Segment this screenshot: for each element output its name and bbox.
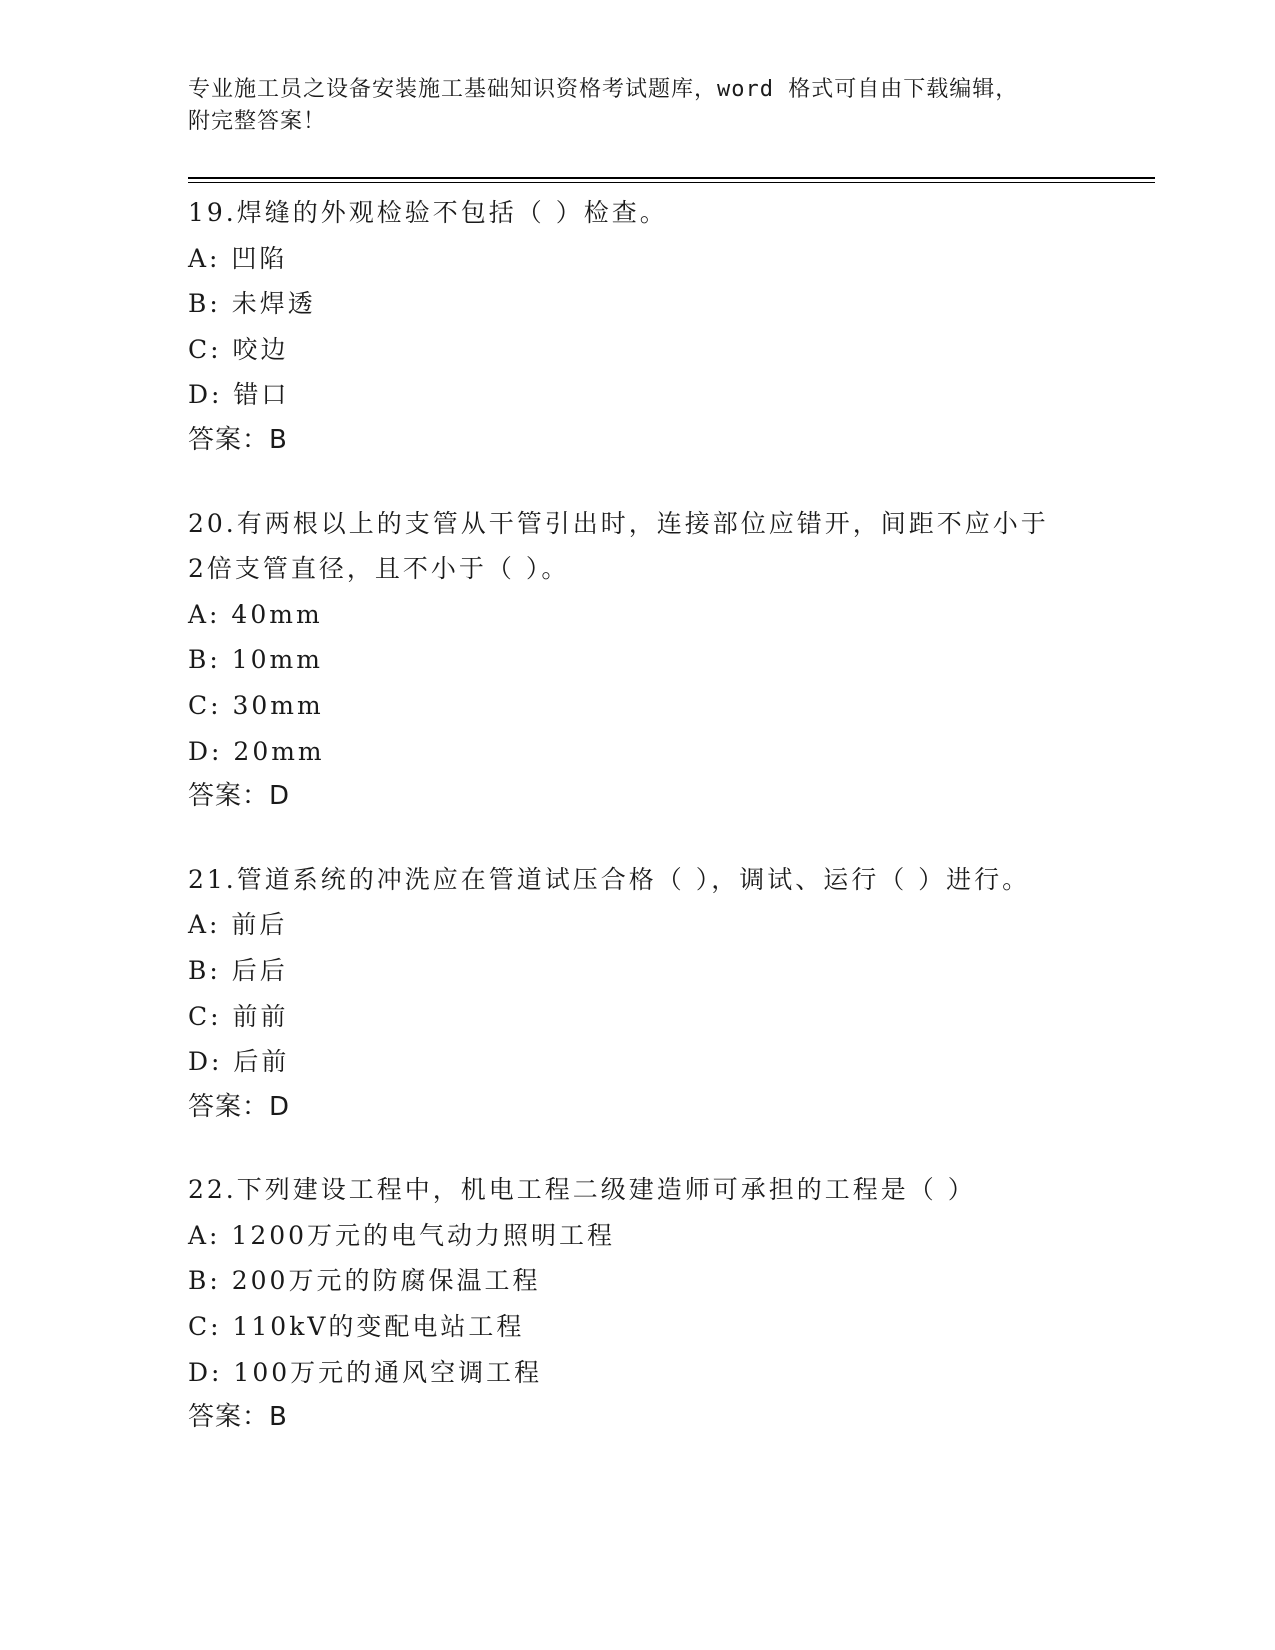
option-b: B: 后后: [188, 955, 288, 985]
answer: 答案：B: [188, 424, 288, 455]
option-d: D: 100万元的通风空调工程: [188, 1357, 543, 1387]
header-divider-thin: [188, 182, 1155, 183]
option-a: A: 前后: [188, 910, 288, 940]
header-line-1: 专业施工员之设备安装施工基础知识资格考试题库，word 格式可自由下载编辑，: [188, 77, 1019, 102]
option-a: A: 40mm: [188, 599, 323, 629]
option-c: C: 前前: [188, 1001, 289, 1031]
question-list: [188, 190, 1088, 1478]
question-20: [188, 501, 1088, 820]
question-stem: 19.焊缝的外观检验不包括（ ）检查。: [188, 198, 668, 227]
header-divider-thick: [188, 177, 1155, 179]
question-stem: 22.下列建设工程中，机电工程二级建造师可承担的工程是（ ）: [188, 1175, 976, 1205]
question-21: [188, 857, 1088, 1131]
option-d: D: 错口: [188, 380, 290, 410]
header-line-2: 附完整答案！: [188, 109, 327, 134]
option-b: B: 200万元的防腐保温工程: [188, 1266, 541, 1296]
option-c: C: 咬边: [188, 334, 289, 364]
question-stem: 21.管道系统的冲洗应在管道试压合格（ ），调试、运行（ ）进行。: [188, 864, 1031, 894]
answer: 答案：B: [188, 1402, 288, 1433]
question-stem: 20.有两根以上的支管从干管引出时，连接部位应错开，间距不应小于 2倍支管直径，且不小于（ ）。: [188, 508, 1049, 584]
option-b: B: 未焊透: [188, 289, 316, 319]
answer: 答案：D: [188, 1091, 291, 1122]
question-22: [188, 1167, 1088, 1441]
option-d: D: 20mm: [188, 736, 325, 766]
option-d: D: 后前: [188, 1047, 290, 1077]
option-c: C: 110kV的变配电站工程: [188, 1312, 525, 1342]
option-c: C: 30mm: [188, 690, 324, 720]
question-19: [188, 190, 1088, 464]
option-a: A: 1200万元的电气动力照明工程: [188, 1220, 616, 1250]
document-header: [188, 74, 1068, 138]
option-b: B: 10mm: [188, 645, 323, 675]
answer: 答案：D: [188, 781, 291, 812]
option-a: A: 凹陷: [188, 243, 288, 273]
